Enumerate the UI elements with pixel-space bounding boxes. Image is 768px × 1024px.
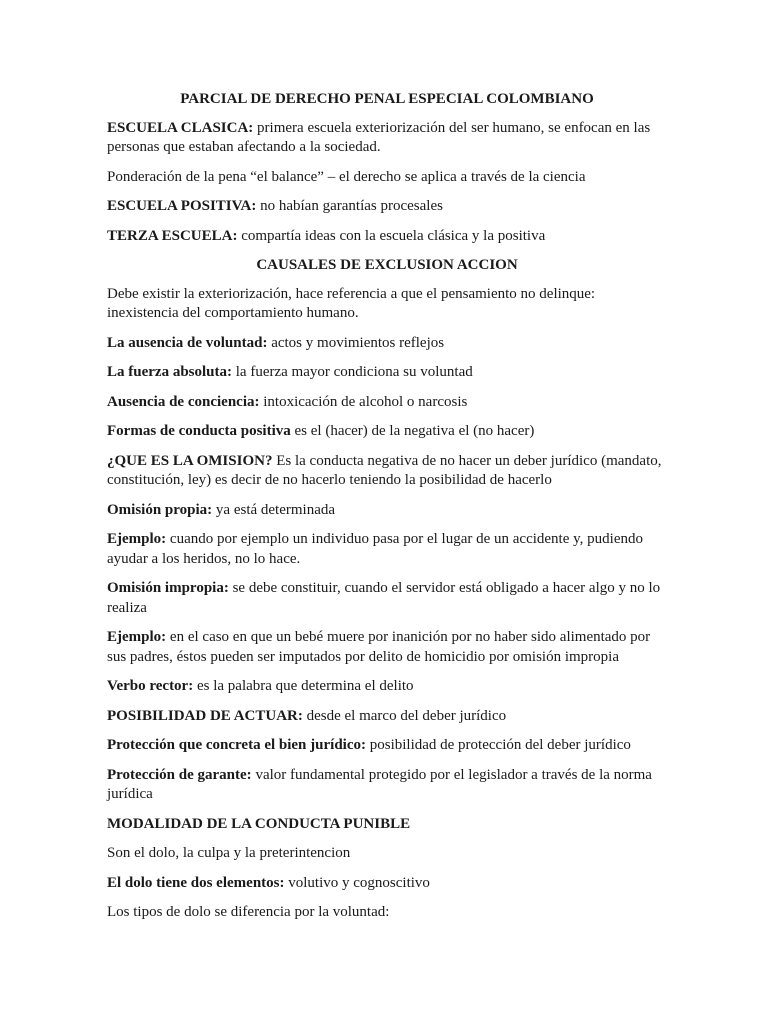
paragraph-proteccion-garante [107,766,667,805]
term-definition: no habían garantías procesales [256,198,443,214]
paragraph-ejemplo-2 [107,628,667,667]
term-definition: volutivo y cognoscitivo [284,874,430,891]
term-label: Formas de conducta positiva [107,423,291,439]
term-label: Verbo rector: [107,678,194,694]
term-label: El dolo tiene dos elementos: [107,874,285,891]
paragraph-ausencia-conciencia [107,393,667,413]
term-definition: actos y movimientos reflejos [267,334,445,351]
term-definition: primera escuela exteriorización del ser humano, se enfocan en las personas que estaban afectando a la sociedad. [107,119,651,155]
paragraph-ausencia-voluntad [107,334,667,354]
paragraph-tipos-dolo: Los tipos de dolo se diferencia por la voluntad: [107,904,390,920]
term-definition: ya está determinada [212,501,336,518]
term-definition: se debe constituir, cuando el servidor está obligado a hacer algo y no lo realiza [107,580,661,616]
term-label: La fuerza absoluta: [107,364,232,380]
term-definition: cuando por ejemplo un individuo pasa por el lugar de un accidente y, pudiendo ayudar a los heridos, no lo hace. [107,531,643,567]
paragraph-ejemplo-1 [107,530,667,569]
section-title-causales: CAUSALES DE EXCLUSION ACCION [256,257,518,273]
term-definition: posibilidad de protección del deber jurídico [365,737,631,753]
paragraph-fuerza-absoluta [107,363,667,383]
paragraph-dolo-elementos [107,874,667,894]
section-heading-modalidad: MODALIDAD DE LA CONDUCTA PUNIBLE [107,815,411,832]
paragraph-proteccion-bien [107,736,667,756]
term-label: POSIBILIDAD DE ACTUAR: [107,707,303,724]
term-label: Omisión impropia: [107,580,229,596]
term-label: La ausencia de voluntad: [107,334,268,351]
paragraph-formas-conducta [107,422,667,442]
paragraph-omision-impropia [107,579,667,618]
paragraph-que-es-omision [107,452,667,491]
term-definition: es el (hacer) de la negativa el (no hacer) [290,423,535,439]
term-definition: valor fundamental protegido por el legislador a través de la norma jurídica [107,766,652,802]
term-label: Ausencia de conciencia: [107,393,260,410]
term-definition: desde el marco del deber jurídico [302,707,507,724]
term-label: Ejemplo: [107,629,167,645]
term-label: TERZA ESCUELA: [107,227,238,244]
term-label: Omisión propia: [107,501,213,518]
term-label: ESCUELA POSITIVA: [107,198,257,214]
document-title: PARCIAL DE DERECHO PENAL ESPECIAL COLOMBIANO [180,91,594,107]
term-definition: Es la conducta negativa de no hacer un deber jurídico (mandato, constitución, ley) es decir de no hacerlo teniendo la posibilidad de hacerlo [107,452,662,488]
term-definition: la fuerza mayor condiciona su voluntad [232,364,473,380]
term-definition: intoxicación de alcohol o narcosis [259,393,468,410]
paragraph-escuela-positiva [107,197,667,217]
term-label: Protección de garante: [107,766,252,783]
term-definition: compartía ideas con la escuela clásica y la positiva [237,227,546,244]
term-label: Protección que concreta el bien jurídico: [107,737,366,753]
paragraph-omision-propia [107,501,667,521]
paragraph-posibilidad-actuar [107,707,667,727]
term-label: Ejemplo: [107,531,167,547]
paragraph-escuela-clasica [107,119,667,158]
document-page [107,90,667,933]
paragraph-terza-escuela [107,227,667,247]
term-definition: es la palabra que determina el delito [193,678,414,694]
term-label: ESCUELA CLASICA: [107,119,254,136]
term-label: ¿QUE ES LA OMISION? [107,452,273,469]
paragraph-verbo-rector [107,677,667,697]
term-definition: en el caso en que un bebé muere por inanición por no haber sido alimentado por sus padres, éstos pueden ser imputados por delito de homicidio por omisión impropia [107,629,651,665]
paragraph-exteriorizacion: Debe existir la exteriorización, hace referencia a que el pensamiento no delinque: inexistencia del comportamiento humano. [107,285,596,321]
paragraph-dolo-culpa: Son el dolo, la culpa y la preterintencion [107,845,351,861]
paragraph-ponderacion: Ponderación de la pena “el balance” – el derecho se aplica a través de la ciencia [107,168,586,185]
